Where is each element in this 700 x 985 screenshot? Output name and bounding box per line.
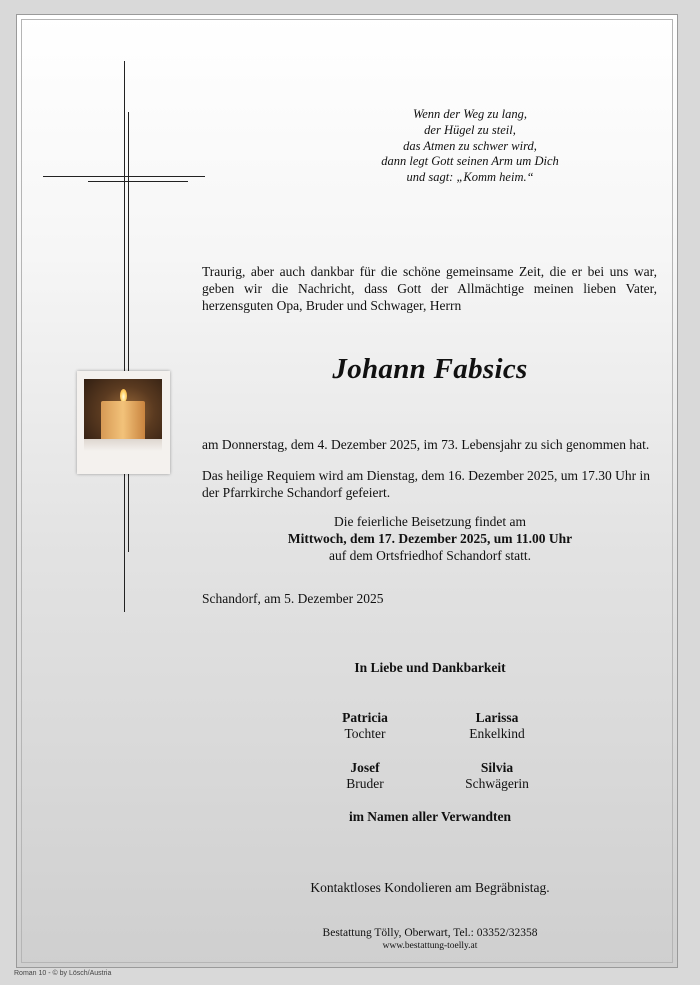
mourner-entry bbox=[295, 710, 435, 742]
funeral-line-3: auf dem Ortsfriedhof Schandorf statt. bbox=[328, 548, 532, 563]
mourner-relation: Bruder bbox=[346, 776, 384, 791]
condolence-note: Kontaktloses Kondolieren am Begräbnistag. bbox=[310, 880, 550, 895]
mourner-relation: Enkelkind bbox=[469, 726, 525, 741]
candle-icon bbox=[101, 401, 145, 443]
mourner-name: Josef bbox=[350, 760, 380, 775]
intro-text: Traurig, aber auch dankbar für die schöne gemeinsame Zeit, die er bei uns war, geben wir die Nachricht, dass Gott der Allmächtige meinen lieben Vater, herzensguten Opa, Bruder und Schwager, Herrn bbox=[202, 264, 657, 313]
poem-line: der Hügel zu steil, bbox=[424, 122, 516, 137]
undertaker-line: Bestattung Tölly, Oberwart, Tel.: 03352/32358 bbox=[322, 927, 538, 939]
poem bbox=[340, 107, 600, 186]
funeral-line-1: Die feierliche Beisetzung findet am bbox=[334, 514, 526, 529]
candle-photo bbox=[77, 371, 170, 474]
requiem-notice: Das heilige Requiem wird am Dienstag, dem 16. Dezember 2025, um 17.30 Uhr in der Pfarrkirche Schandorf gefeiert. bbox=[202, 468, 651, 500]
funeral-line-2: Mittwoch, dem 17. Dezember 2025, um 11.00 Uhr bbox=[287, 531, 573, 546]
undertaker-url: www.bestattung-toelly.at bbox=[382, 941, 478, 951]
death-notice: am Donnerstag, dem 4. Dezember 2025, im 73. Lebensjahr zu sich genommen hat. bbox=[202, 437, 650, 452]
deceased-name: Johann Fabsics bbox=[332, 353, 528, 385]
closing-phrase: In Liebe und Dankbarkeit bbox=[354, 660, 506, 675]
mourner-entry bbox=[427, 760, 567, 792]
candle-surface bbox=[84, 439, 162, 451]
mourner-relation: Schwägerin bbox=[465, 776, 529, 791]
undertaker-info bbox=[200, 927, 660, 953]
print-credit: Roman 10 - © by Lösch/Austria bbox=[14, 970, 112, 977]
poem-line: das Atmen zu schwer wird, bbox=[403, 138, 537, 153]
relatives-line: im Namen aller Verwandten bbox=[348, 809, 512, 824]
candle-image bbox=[84, 379, 162, 451]
poem-line: und sagt: „Komm heim.“ bbox=[406, 170, 534, 185]
mourner-name: Larissa bbox=[475, 710, 519, 725]
mourner-entry bbox=[427, 710, 567, 742]
poem-line: Wenn der Weg zu lang, bbox=[412, 107, 527, 121]
mourner-relation: Tochter bbox=[344, 726, 386, 741]
mourner-entry bbox=[295, 760, 435, 792]
mourner-name: Silvia bbox=[480, 760, 514, 775]
poem-line: dann legt Gott seinen Arm um Dich bbox=[381, 154, 559, 169]
place-date: Schandorf, am 5. Dezember 2025 bbox=[202, 591, 384, 606]
mourner-name: Patricia bbox=[342, 710, 388, 725]
funeral-notice bbox=[200, 513, 660, 564]
